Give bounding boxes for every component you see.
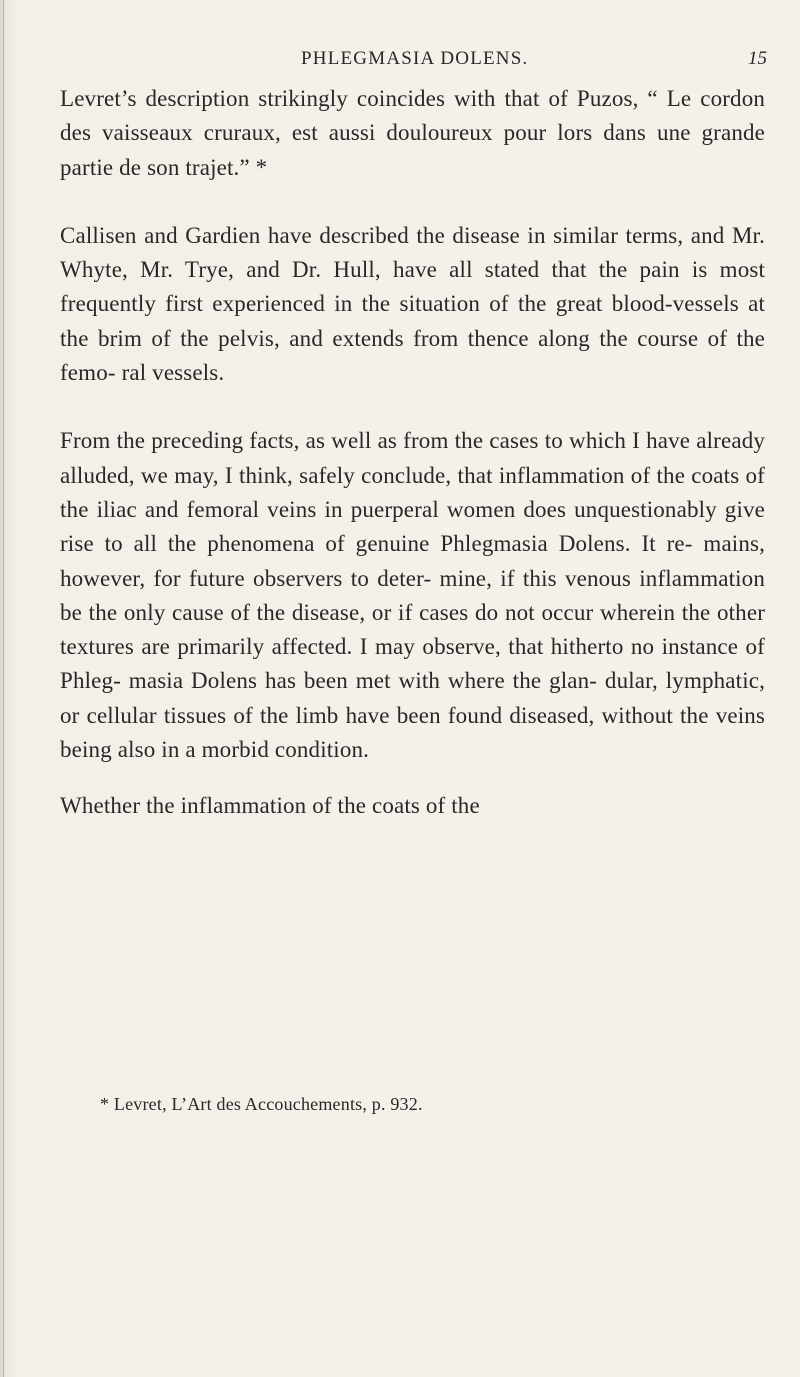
binding-gutter bbox=[3, 0, 4, 1377]
body-text bbox=[60, 82, 765, 824]
paragraph-2: Callisen and Gardien have described the disease in similar terms, and Mr. Whyte, Mr. Trye, and Dr. Hull, have all stated that the pain is most frequently first experienced in the situation of the great blood-vessels at the brim of the pelvis, and extends from thence along the course of the femo- ral vessels. bbox=[60, 222, 765, 386]
footnote: * Levret, L’Art des Accouchements, p. 932. bbox=[100, 1094, 423, 1114]
paragraph-1: Levret’s description strikingly coincides with that of Puzos, “ Le cordon des vaisseaux cruraux, est aussi douloureux pour lors dans une grande partie de son trajet.” * bbox=[60, 86, 765, 180]
paragraph-3: From the preceding facts, as well as from the cases to which I have already alluded, we may, I think, safely conclude, that inflammation of the coats of the iliac and femoral veins in puerperal women does unquestionably give rise to all the phenomena of genuine Phlegmasia Dolens. It re- mains, however, for future observers to deter- mine, if this venous inflammation be the only cause of the disease, or if cases do not occur wherein the other textures are primarily affected. I may observe, that hitherto no instance of Phleg- masia Dolens has been met with where the glan- dular, lymphatic, or cellular tissues of the limb have been found diseased, without the veins being also in a morbid condition. bbox=[60, 428, 765, 763]
running-title: PHLEGMASIA DOLENS. bbox=[301, 48, 529, 69]
page-number: 15 bbox=[748, 48, 767, 69]
paragraph-4: Whether the inflammation of the coats of the bbox=[60, 793, 480, 819]
